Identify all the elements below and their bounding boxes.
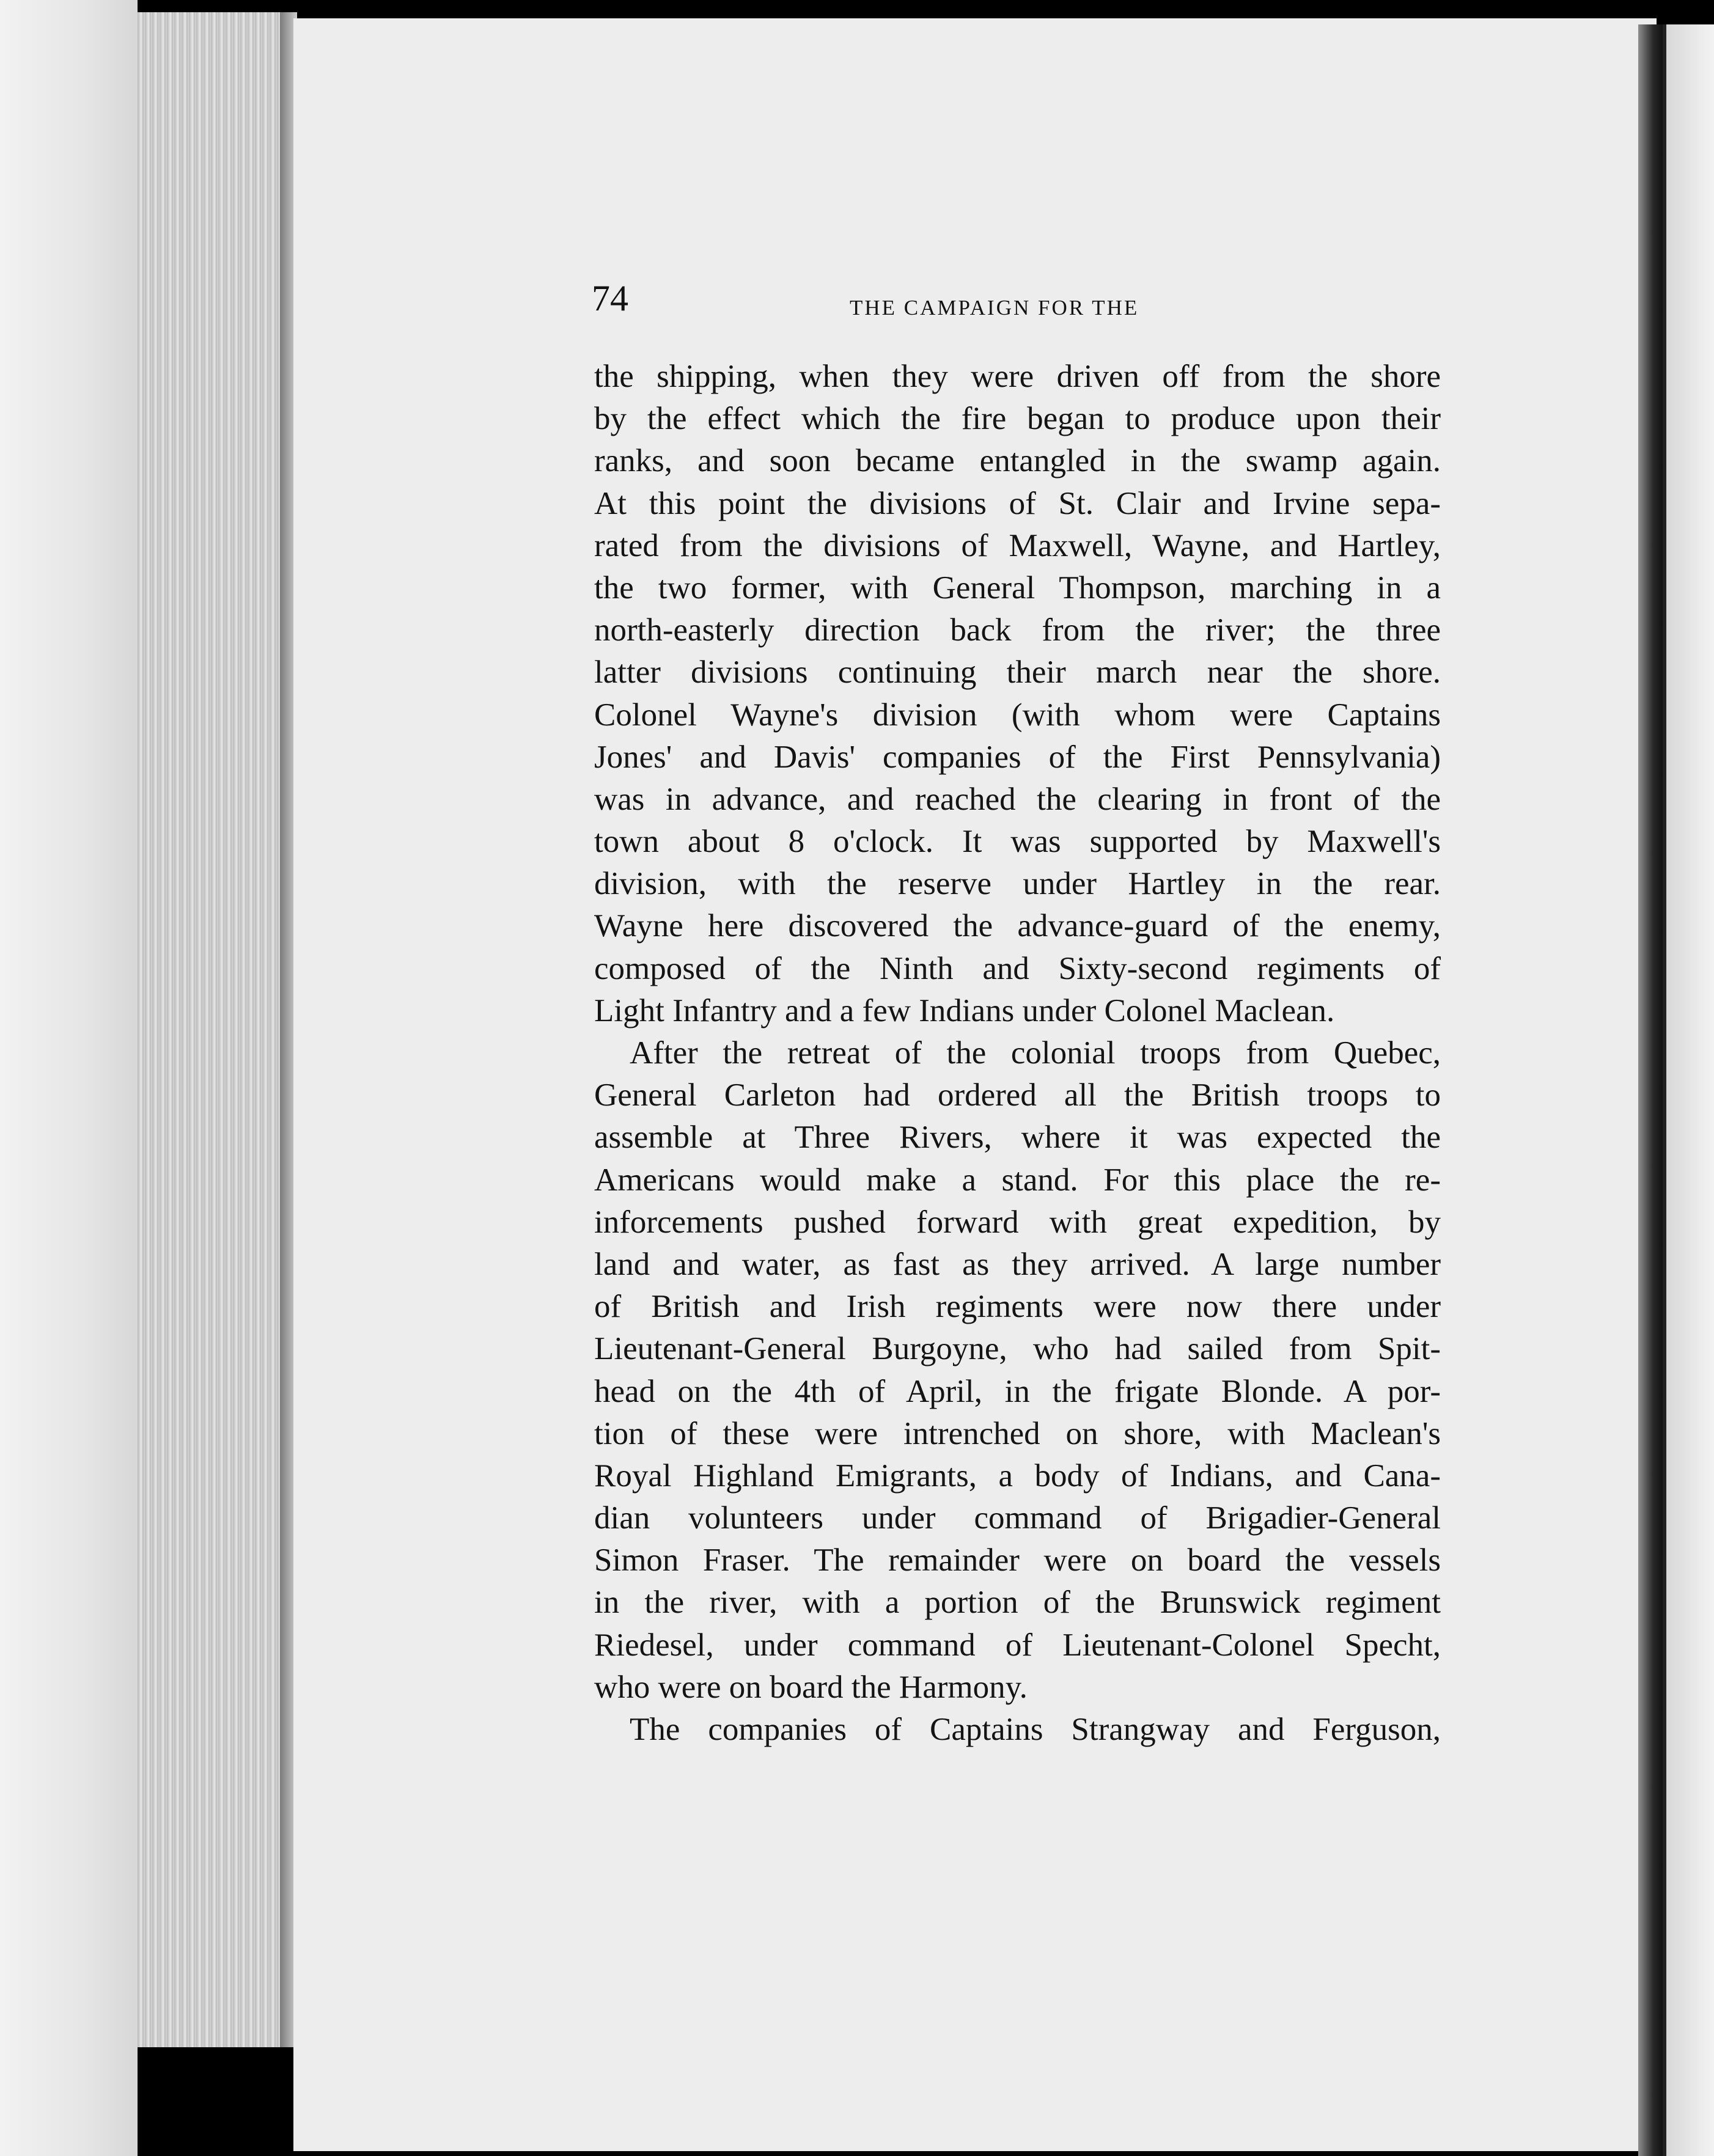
text-line: Wayne here discovered the advance-guard of the enemy,	[594, 908, 1441, 944]
text-line: the shipping, when they were driven off from the shore	[594, 359, 1441, 394]
text-line: inforcements pushed forward with great expedition, by	[594, 1204, 1441, 1240]
text-line: dian volunteers under command of Brigadier-General	[594, 1500, 1441, 1536]
body-text	[594, 356, 1441, 1751]
next-page-edge	[1663, 24, 1714, 2156]
book-page-edges	[138, 12, 289, 2047]
text-line: tion of these were intrenched on shore, with Maclean's	[594, 1415, 1441, 1451]
scan-background	[0, 0, 138, 2156]
text-line: rated from the divisions of Maxwell, Wayne, and Hartley,	[594, 527, 1441, 563]
text-line: Colonel Wayne's division (with whom were Captains	[594, 697, 1441, 733]
text-line: latter divisions continuing their march near the shore.	[594, 654, 1441, 691]
text-line: who were on board the Harmony.	[594, 1669, 1028, 1705]
text-line: Riedesel, under command of Lieutenant-Colonel Specht,	[594, 1627, 1441, 1663]
text-line: assemble at Three Rivers, where it was expected the	[594, 1120, 1441, 1156]
text-line: composed of the Ninth and Sixty-second regiments of	[594, 950, 1441, 986]
text-line: land and water, as fast as they arrived. A large number	[594, 1246, 1441, 1282]
text-line: Simon Fraser. The remainder were on board the vessels	[594, 1542, 1441, 1579]
text-line: At this point the divisions of St. Clair and Irvine sepa-	[594, 485, 1441, 521]
text-line: Light Infantry and a few Indians under Colonel Maclean.	[594, 992, 1335, 1028]
paragraph-first-line: The companies of Captains Strangway and Ferguson,	[630, 1712, 1441, 1747]
text-line: Royal Highland Emigrants, a body of Indians, and Cana-	[594, 1458, 1441, 1494]
text-line: Lieutenant-General Burgoyne, who had sailed from Spit-	[594, 1331, 1441, 1367]
text-line: north-easterly direction back from the river; the three	[594, 612, 1441, 648]
text-line: ranks, and soon became entangled in the swamp again.	[594, 443, 1441, 479]
text-line: in the river, with a portion of the Brunswick regiment	[594, 1585, 1441, 1621]
text-line: by the effect which the fire began to produce upon their	[594, 401, 1441, 437]
text-line: Jones' and Davis' companies of the First Pennsylvania)	[594, 739, 1441, 775]
text-line: the two former, with General Thompson, marching in a	[594, 570, 1441, 606]
page-number: 74	[592, 278, 628, 318]
paragraph-first-line: After the retreat of the colonial troops from Quebec,	[630, 1035, 1441, 1071]
text-line: of British and Irish regiments were now there under	[594, 1289, 1441, 1325]
running-head: THE CAMPAIGN FOR THE	[850, 296, 1139, 320]
text-line: Americans would make a stand. For this place the re-	[594, 1162, 1441, 1198]
right-page-shadow	[1638, 24, 1663, 2156]
text-line: town about 8 o'clock. It was supported by Maxwell's	[594, 824, 1441, 860]
text-line: was in advance, and reached the clearing in front of the	[594, 781, 1441, 817]
text-line: General Carleton had ordered all the British troops to	[594, 1077, 1441, 1113]
text-line: head on the 4th of April, in the frigate Blonde. A por-	[594, 1373, 1441, 1409]
text-line: division, with the reserve under Hartley in the rear.	[594, 866, 1441, 902]
